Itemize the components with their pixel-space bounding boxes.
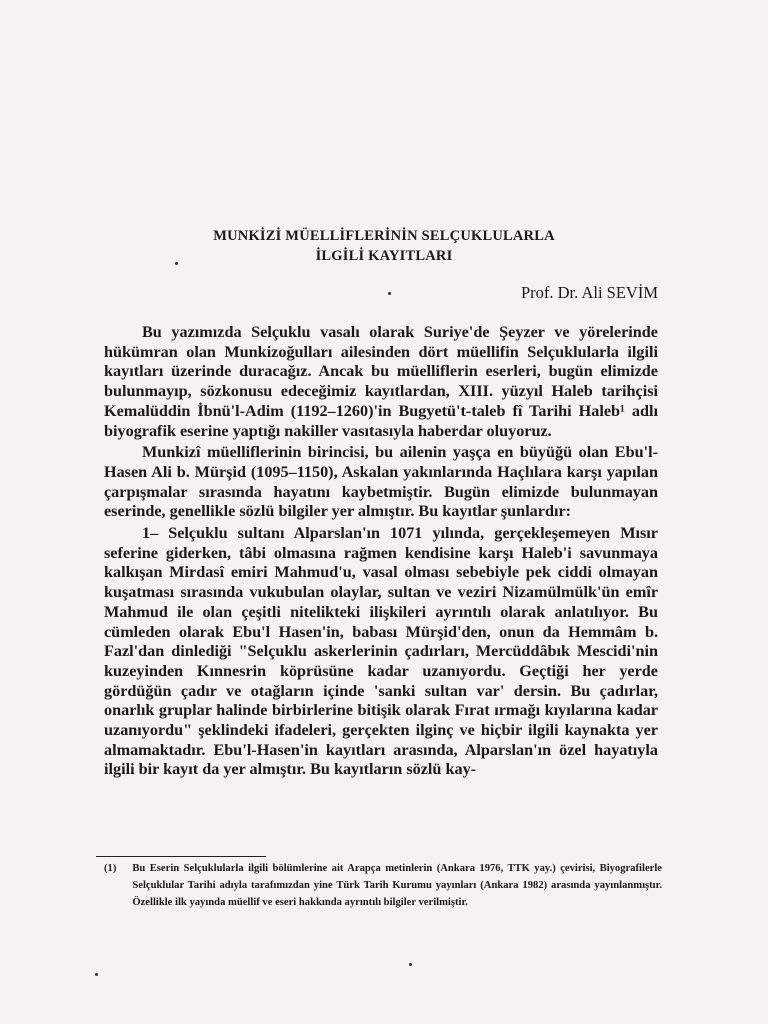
scan-speck	[175, 262, 178, 265]
paragraph-2: Munkizî müelliflerinin birincisi, bu ailenin yaşça en büyüğü olan Ebu'l-Hasen Ali b. Mürşid (1095–1150), Askalan yakınlarında Haçlılara karşı yapılan çarpışmalar sırasında hayatını kaybetmiştir. Bugün elimizde bulunmayan eserinde, genellikle sözlü bilgiler yer almıştır. Bu kayıtlar şunlardır:	[104, 443, 658, 521]
paragraph-1: Bu yazımızda Selçuklu vasalı olarak Suriye'de Şeyzer ve yörelerinde hükümran olan Munkizoğulları ailesinden dört müellifin Selçuklularla ilgili kayıtları üzerinde duracağız. Ancak bu müelliflerin eserleri, bugün elimizde bulunmayıp, sözkonusu edeceğimiz kayıtlardan, XIII. yüzyıl Haleb tarihçisi Kemalüddin İbnü'l-Adim (1192–1260)'in Bugyetü't-taleb fî Tarihi Haleb¹ adlı biyografik eserine yaptığı nakiller vasıtasıyla haberdar oluyoruz.	[104, 323, 658, 440]
scan-speck	[95, 973, 98, 976]
author-byline: Prof. Dr. Ali SEVİM	[520, 283, 658, 302]
footnote-text: Bu Eserin Selçuklularla ilgili bölümlerine ait Arapça metinlerin (Ankara 1976, TTK yay.) çevirisi, Biyografilerle Selçuklular Tarihi adıyla tarafımızdan yine Türk Tarih Kurumu yayınları (Ankara 1982) arasında yayınlanmıştır. Özellikle ilk yayında müellif ve eseri hakkında ayrıntılı bilgiler verilmiştir.	[132, 863, 662, 908]
paragraph-3: 1– Selçuklu sultanı Alparslan'ın 1071 yılında, gerçekleşemeyen Mısır seferine giderken, tâbi olmasına rağmen kendisine karşı Haleb'i savunmaya kalkışan Mirdasî emiri Mahmud'u, vasal olması sebebiyle pek ciddi olmayan kuşatması sırasında vukubulan olaylar, sultan ve veziri Nizamülmülk'ün emîr Mahmud ile olan çeşitli nitelikteki ilişkileri ayrıntılı olarak anlatılıyor. Bu cümleden olarak Ebu'l Hasen'in, babası Mürşid'den, onun da Hemmâm b. Fazl'dan dinlediği "Selçuklu askerlerinin çadırları, Mercüddâbık Mescidi'nin kuzeyinden Kınnesrin köprüsüne kadar uzanıyordu. Geçtiği her yerde gördüğün çadır ve otağların içinde 'sanki sultan var' dersin. Bu çadırlar, onarlık gruplar halinde birbirlerine bitişik olarak Fırat ırmağı kıyılarına kadar uzanıyordu" şeklindeki ifadeleri, gerçekten ilginç ve hiçbir ilgili kaynakta yer almamaktadır. Ebu'l-Hasen'in kayıtları arasında, Alparslan'ın özel hayatıyla ilgili bir kayıt da yer almıştır. Bu kayıtların sözlü kay-	[104, 524, 658, 779]
footnote-divider	[96, 856, 266, 857]
scan-speck	[409, 963, 412, 966]
title-line-2: İLGİLİ KAYITLARI	[315, 248, 453, 264]
footnote	[104, 860, 662, 911]
article-title	[100, 226, 668, 266]
scan-speck	[388, 292, 391, 295]
footnote-marker: (1)	[104, 863, 117, 874]
title-line-1: MUNKİZİ MÜELLİFLERİNİN SELÇUKLULARLA	[213, 228, 555, 244]
article-body	[104, 323, 658, 780]
